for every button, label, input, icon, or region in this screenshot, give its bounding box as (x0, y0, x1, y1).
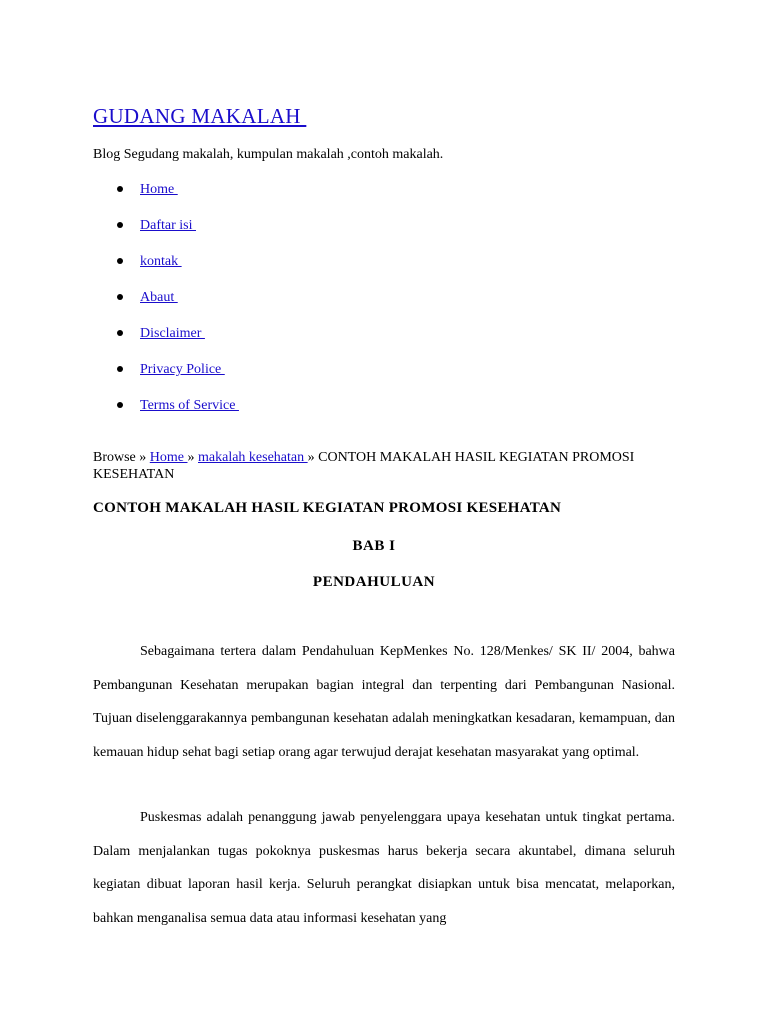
breadcrumb-separator: » (187, 450, 198, 465)
bullet-icon (117, 294, 123, 300)
paragraph: Puskesmas adalah penanggung jawab penyelenggara upaya kesehatan untuk tingkat pertama. Dalam menjalankan tugas pokoknya puskesmas harus bekerja secara akuntabel, dimana seluruh kegiatan dibuat laporan hasil kerja. Seluruh perangkat disiapkan untuk bisa mencatat, melaporkan, bahkan menganalisa semua data atau informasi kesehatan yang (93, 810, 675, 926)
site-tagline: Blog Segudang makalah, kumpulan makalah ,contoh makalah. (93, 147, 444, 162)
bullet-icon (117, 186, 123, 192)
bullet-icon (117, 402, 123, 408)
paragraph: Sebagaimana tertera dalam Pendahuluan KepMenkes No. 128/Menkes/ SK II/ 2004, bahwa Pembangunan Kesehatan merupakan bagian integral dan terpenting dari Pembangunan Nasional. Tujuan diselenggarakannya pembangunan kesehatan adalah meningkatkan kesadaran, kemampuan, dan kemauan hidup sehat bagi setiap orang agar terwujud derajat kesehatan masyarakat yang optimal. (93, 644, 675, 760)
chapter-number: BAB I (352, 538, 396, 554)
bullet-icon (117, 330, 123, 336)
nav-link-home[interactable]: Home (140, 182, 178, 197)
nav-link-privacy-police[interactable]: Privacy Police (140, 362, 225, 377)
breadcrumb-separator: » (307, 450, 319, 465)
bullet-icon (117, 366, 123, 372)
nav-link-abaut[interactable]: Abaut (140, 290, 178, 305)
breadcrumb-home-link[interactable]: Home (149, 450, 188, 465)
nav-link-daftar-isi[interactable]: Daftar isi (140, 218, 196, 233)
bullet-icon (117, 258, 123, 264)
breadcrumb-category-link[interactable]: makalah kesehatan (198, 450, 308, 465)
nav-link-terms-of-service[interactable]: Terms of Service (140, 398, 239, 413)
breadcrumb-current: CONTOH MAKALAH HASIL KEGIATAN PROMOSI KESEHATAN (93, 450, 635, 482)
chapter-title: PENDAHULUAN (312, 574, 436, 590)
nav-link-kontak[interactable]: kontak (140, 254, 182, 269)
site-title-link[interactable]: GUDANG MAKALAH (93, 104, 307, 128)
article-title: CONTOH MAKALAH HASIL KEGIATAN PROMOSI KESEHATAN (93, 500, 562, 516)
breadcrumb (93, 449, 653, 483)
breadcrumb-prefix: Browse » (93, 450, 150, 465)
nav-link-disclaimer[interactable]: Disclaimer (140, 326, 205, 341)
bullet-icon (117, 222, 123, 228)
